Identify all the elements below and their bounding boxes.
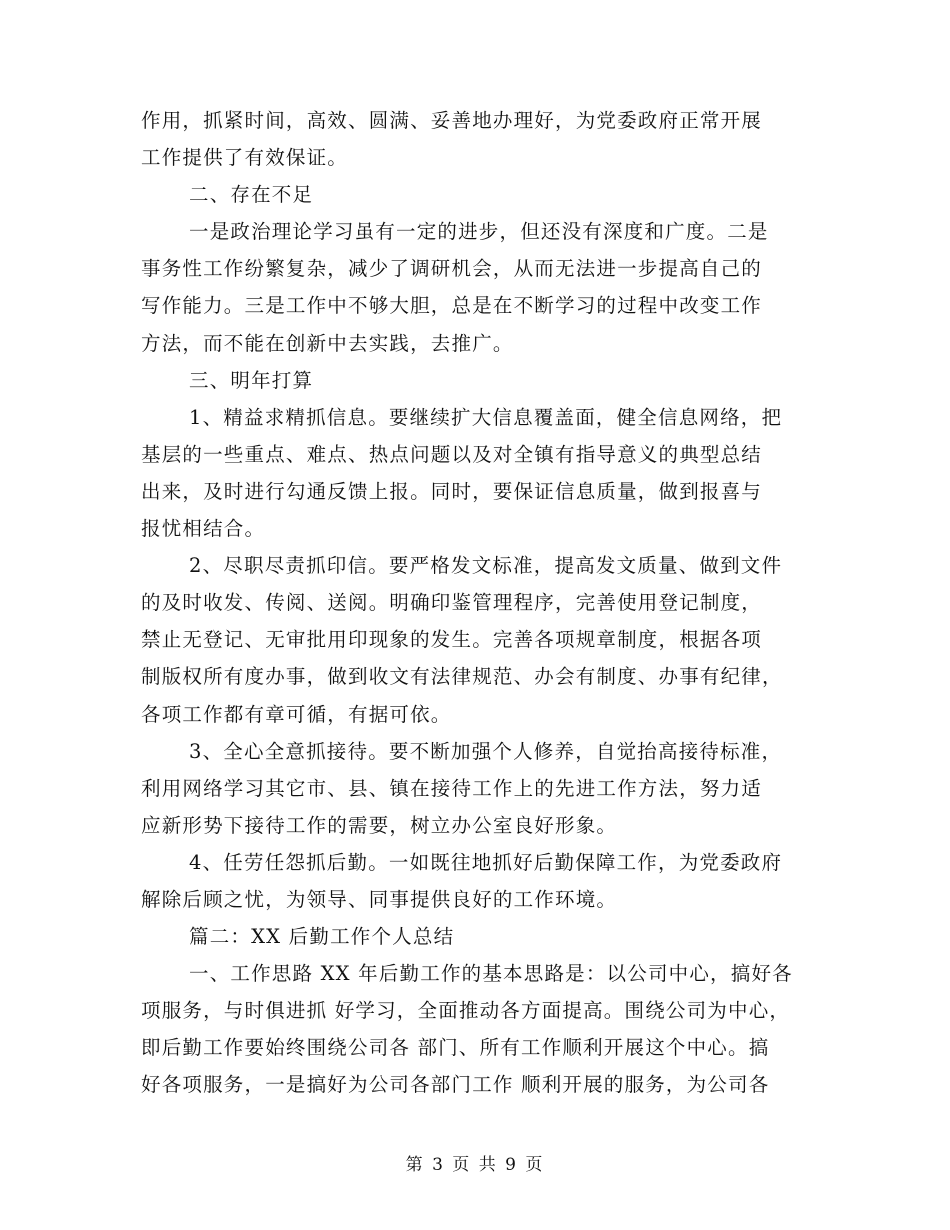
text-line: 事务性工作纷繁复杂，减少了调研机会，从而无法进一步提高自己的: [141, 257, 763, 281]
text-line: 应新形势下接待工作的需要，树立办公室良好形象。: [141, 813, 618, 837]
text-line: 一、工作思路 XX 年后勤工作的基本思路是：以公司中心，搞好各: [189, 962, 793, 986]
text-line: 报忧相结合。: [141, 517, 266, 541]
text-line: 二、存在不足: [189, 183, 314, 207]
text-line: 解除后顾之忧，为领导、同事提供良好的工作环境。: [141, 887, 618, 911]
text-line: 项服务，与时俱进抓 好学习，全面推动各方面提高。围绕公司为中心，: [141, 999, 791, 1023]
document-body: [141, 102, 813, 1104]
text-line: 1、精益求精抓信息。要继续扩大信息覆盖面，健全信息网络，把: [189, 405, 783, 429]
text-line: 好各项服务，一是搞好为公司各部门工作 顺利开展的服务，为公司各: [141, 1073, 770, 1097]
text-line: 一是政治理论学习虽有一定的进步，但还没有深度和广度。二是: [189, 220, 769, 244]
text-line: 4、任劳任怨抓后勤。一如既往地抓好后勤保障工作，为党委政府: [189, 850, 783, 874]
text-line: 方法，而不能在创新中去实践，去推广。: [141, 331, 514, 355]
text-line: 3、全心全意抓接待。要不断加强个人修养，自觉抬高接待标准，: [189, 739, 783, 763]
text-line: 三、明年打算: [189, 368, 314, 392]
text-line: 篇二：XX 后勤工作个人总结: [189, 925, 455, 949]
text-line: 的及时收发、传阅、送阅。明确印鉴管理程序，完善使用登记制度，: [141, 591, 763, 615]
text-line: 禁止无登记、无审批用印现象的发生。完善各项规章制度，根据各项: [141, 628, 763, 652]
text-line: 基层的一些重点、难点、热点问题以及对全镇有指导意义的典型总结: [141, 442, 763, 466]
text-line: 工作提供了有效保证。: [141, 146, 349, 170]
page-footer: 第 3 页 共 9 页: [405, 1155, 545, 1175]
text-line: 利用网络学习其它市、县、镇在接待工作上的先进工作方法，努力适: [141, 776, 763, 800]
text-line: 出来，及时进行勾通反馈上报。同时，要保证信息质量，做到报喜与: [141, 479, 763, 503]
text-line: 作用，抓紧时间，高效、圆满、妥善地办理好，为党委政府正常开展: [141, 109, 763, 132]
text-line: 制版权所有度办事，做到收文有法律规范、办会有制度、办事有纪律，: [141, 665, 783, 689]
text-line: 各项工作都有章可循，有据可依。: [141, 702, 452, 726]
text-line: 2、尽职尽责抓印信。要严格发文标准，提高发文质量、做到文件: [189, 554, 783, 578]
text-line: 写作能力。三是工作中不够大胆，总是在不断学习的过程中改变工作: [141, 294, 763, 318]
text-line: 即后勤工作要始终围绕公司各 部门、所有工作顺利开展这个中心。搞: [141, 1036, 770, 1060]
